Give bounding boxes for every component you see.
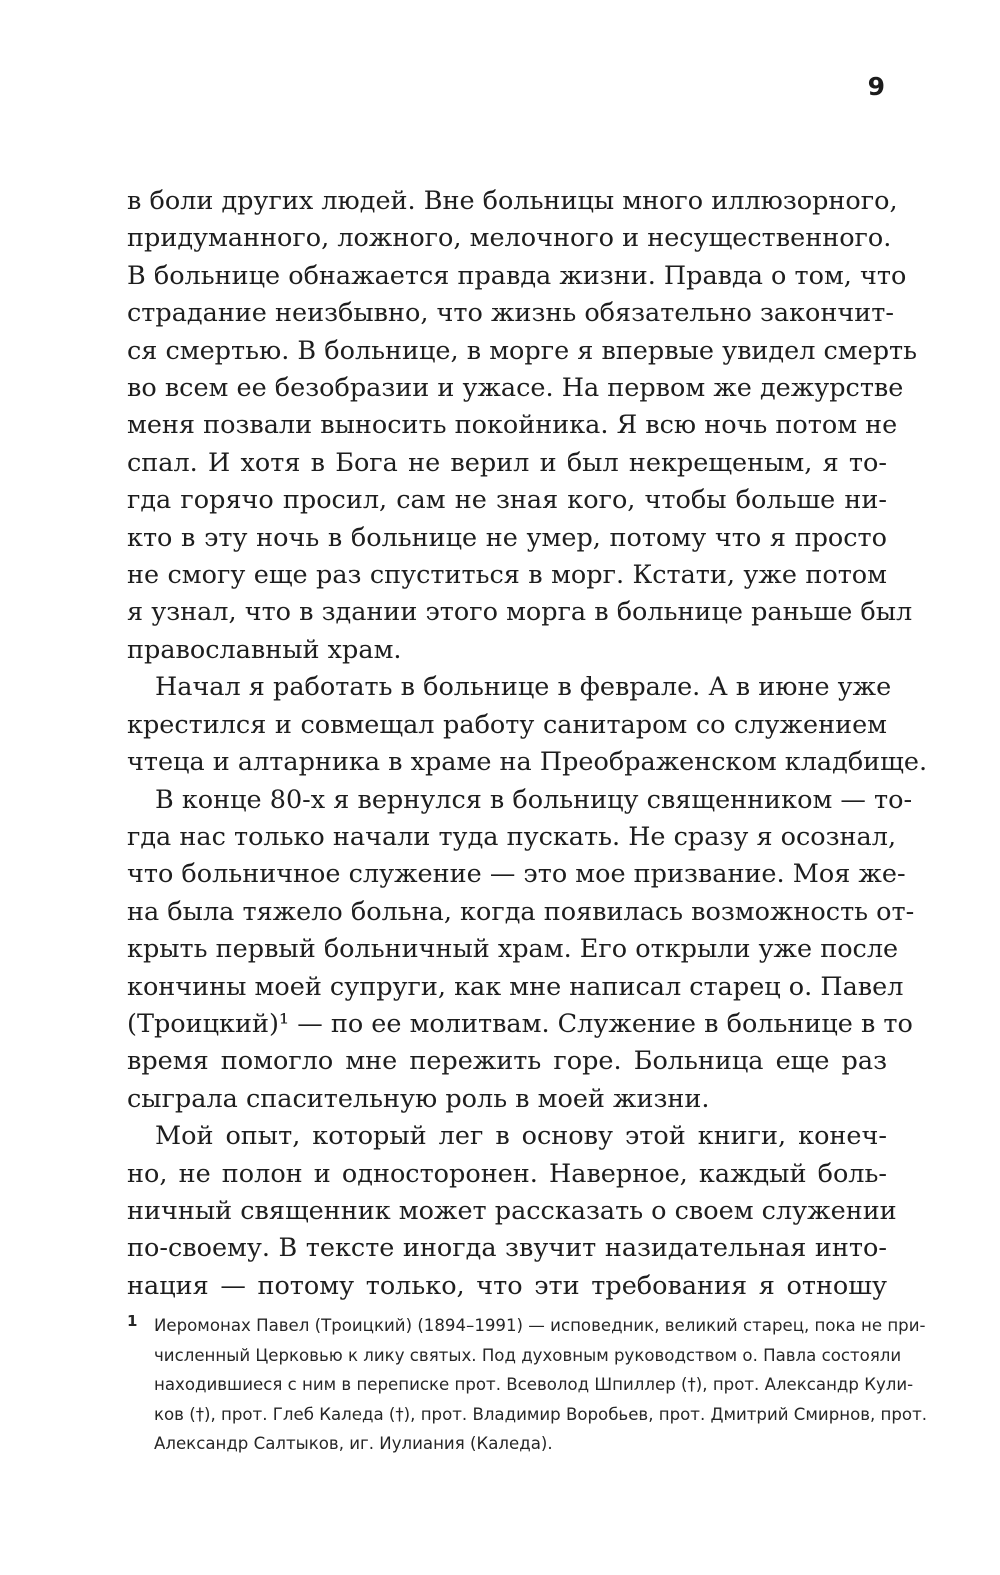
text-line: крыть первый больничный храм. Его открыли уже после (127, 934, 899, 965)
text-line: не смогу еще раз спуститься в морг. Кстати, уже потом (127, 560, 887, 591)
text-line: крестился и совмещал работу санитаром со служением (127, 709, 887, 740)
text-line: В больнице обнажается правда жизни. Правда о том, что (127, 260, 907, 291)
footnotes (127, 1311, 928, 1459)
text-line: меня позвали выносить покойника. Я всю ночь потом не (127, 410, 898, 441)
text-line: (Троицкий)¹ — по ее молитвам. Служение в больнице в то (127, 1008, 913, 1039)
footnote-line: Александр Салтыков, иг. Иулиания (Каледа). (154, 1434, 553, 1454)
text-line: спал. И хотя в Бога не верил и был некрещеным, я то- (127, 447, 887, 478)
footnote-line: ков (†), прот. Глеб Каледа (†), прот. Владимир Воробьев, прот. Дмитрий Смирнов, прот. (154, 1404, 928, 1424)
body-text (127, 183, 928, 1305)
text-line: кончины моей супруги, как мне написал старец о. Павел (127, 971, 904, 1002)
paragraph (127, 782, 915, 1119)
text-line: но, не полон и односторонен. Наверное, каждый боль- (127, 1158, 887, 1189)
text-line: ничный священник может рассказать о своем служении (127, 1195, 897, 1226)
paragraph (127, 1118, 897, 1305)
text-line: я узнал, что в здании этого морга в больнице раньше был (127, 597, 913, 628)
page-number: 9 (867, 72, 885, 101)
text-line: ся смертью. В больнице, в морге я впервые увидел смерть (127, 335, 918, 366)
text-line: чтеца и алтарника в храме на Преображенском кладбище. (127, 747, 928, 778)
footnote-line: Иеромонах Павел (Троицкий) (1894–1991) — исповедник, великий старец, пока не при- (154, 1316, 926, 1335)
text-line: гда нас только начали туда пускать. Не сразу я осознал, (127, 821, 897, 852)
text-line: В конце 80-х я вернулся в больницу священником — то- (155, 784, 913, 815)
text-line: во всем ее безобразии и ужасе. На первом же дежурстве (127, 373, 904, 404)
footnote-mark: 1 (127, 1312, 138, 1330)
footnote-text (127, 1311, 928, 1459)
text-line: на была тяжело больна, когда появилась возможность от- (127, 896, 915, 927)
text-line: страдание неизбывно, что жизнь обязательно закончит- (127, 298, 894, 329)
text-line: что больничное служение — это мое призвание. Моя же- (127, 859, 906, 890)
text-line: Мой опыт, который лег в основу этой книги, конеч- (155, 1121, 887, 1152)
footnote-line: численный Церковью к лику святых. Под духовным руководством о. Павла состояли (154, 1345, 902, 1365)
text-line: кто в эту ночь в больнице не умер, потому что я просто (127, 522, 887, 553)
paragraph (127, 183, 918, 669)
text-line: гда горячо просил, сам не зная кого, чтобы больше ни- (127, 485, 887, 516)
text-line: в боли других людей. Вне больницы много иллюзорного, (127, 186, 898, 216)
text-line: придуманного, ложного, мелочного и несущественного. (127, 223, 892, 254)
text-line: нация — потому только, что эти требования я отношу (127, 1270, 887, 1301)
text-line: сыграла спасительную роль в моей жизни. (127, 1083, 710, 1114)
text-line: по-своему. В тексте иногда звучит назидательная инто- (127, 1233, 887, 1264)
text-line: православный храм. (127, 634, 402, 665)
paragraph (127, 669, 928, 781)
footnote-line: находившиеся с ним в переписке прот. Всеволод Шпиллер (†), прот. Александр Кули- (154, 1375, 914, 1395)
text-line: время помогло мне пережить горе. Больница еще раз (127, 1046, 887, 1077)
text-line: Начал я работать в больнице в феврале. А в июне уже (155, 672, 892, 703)
